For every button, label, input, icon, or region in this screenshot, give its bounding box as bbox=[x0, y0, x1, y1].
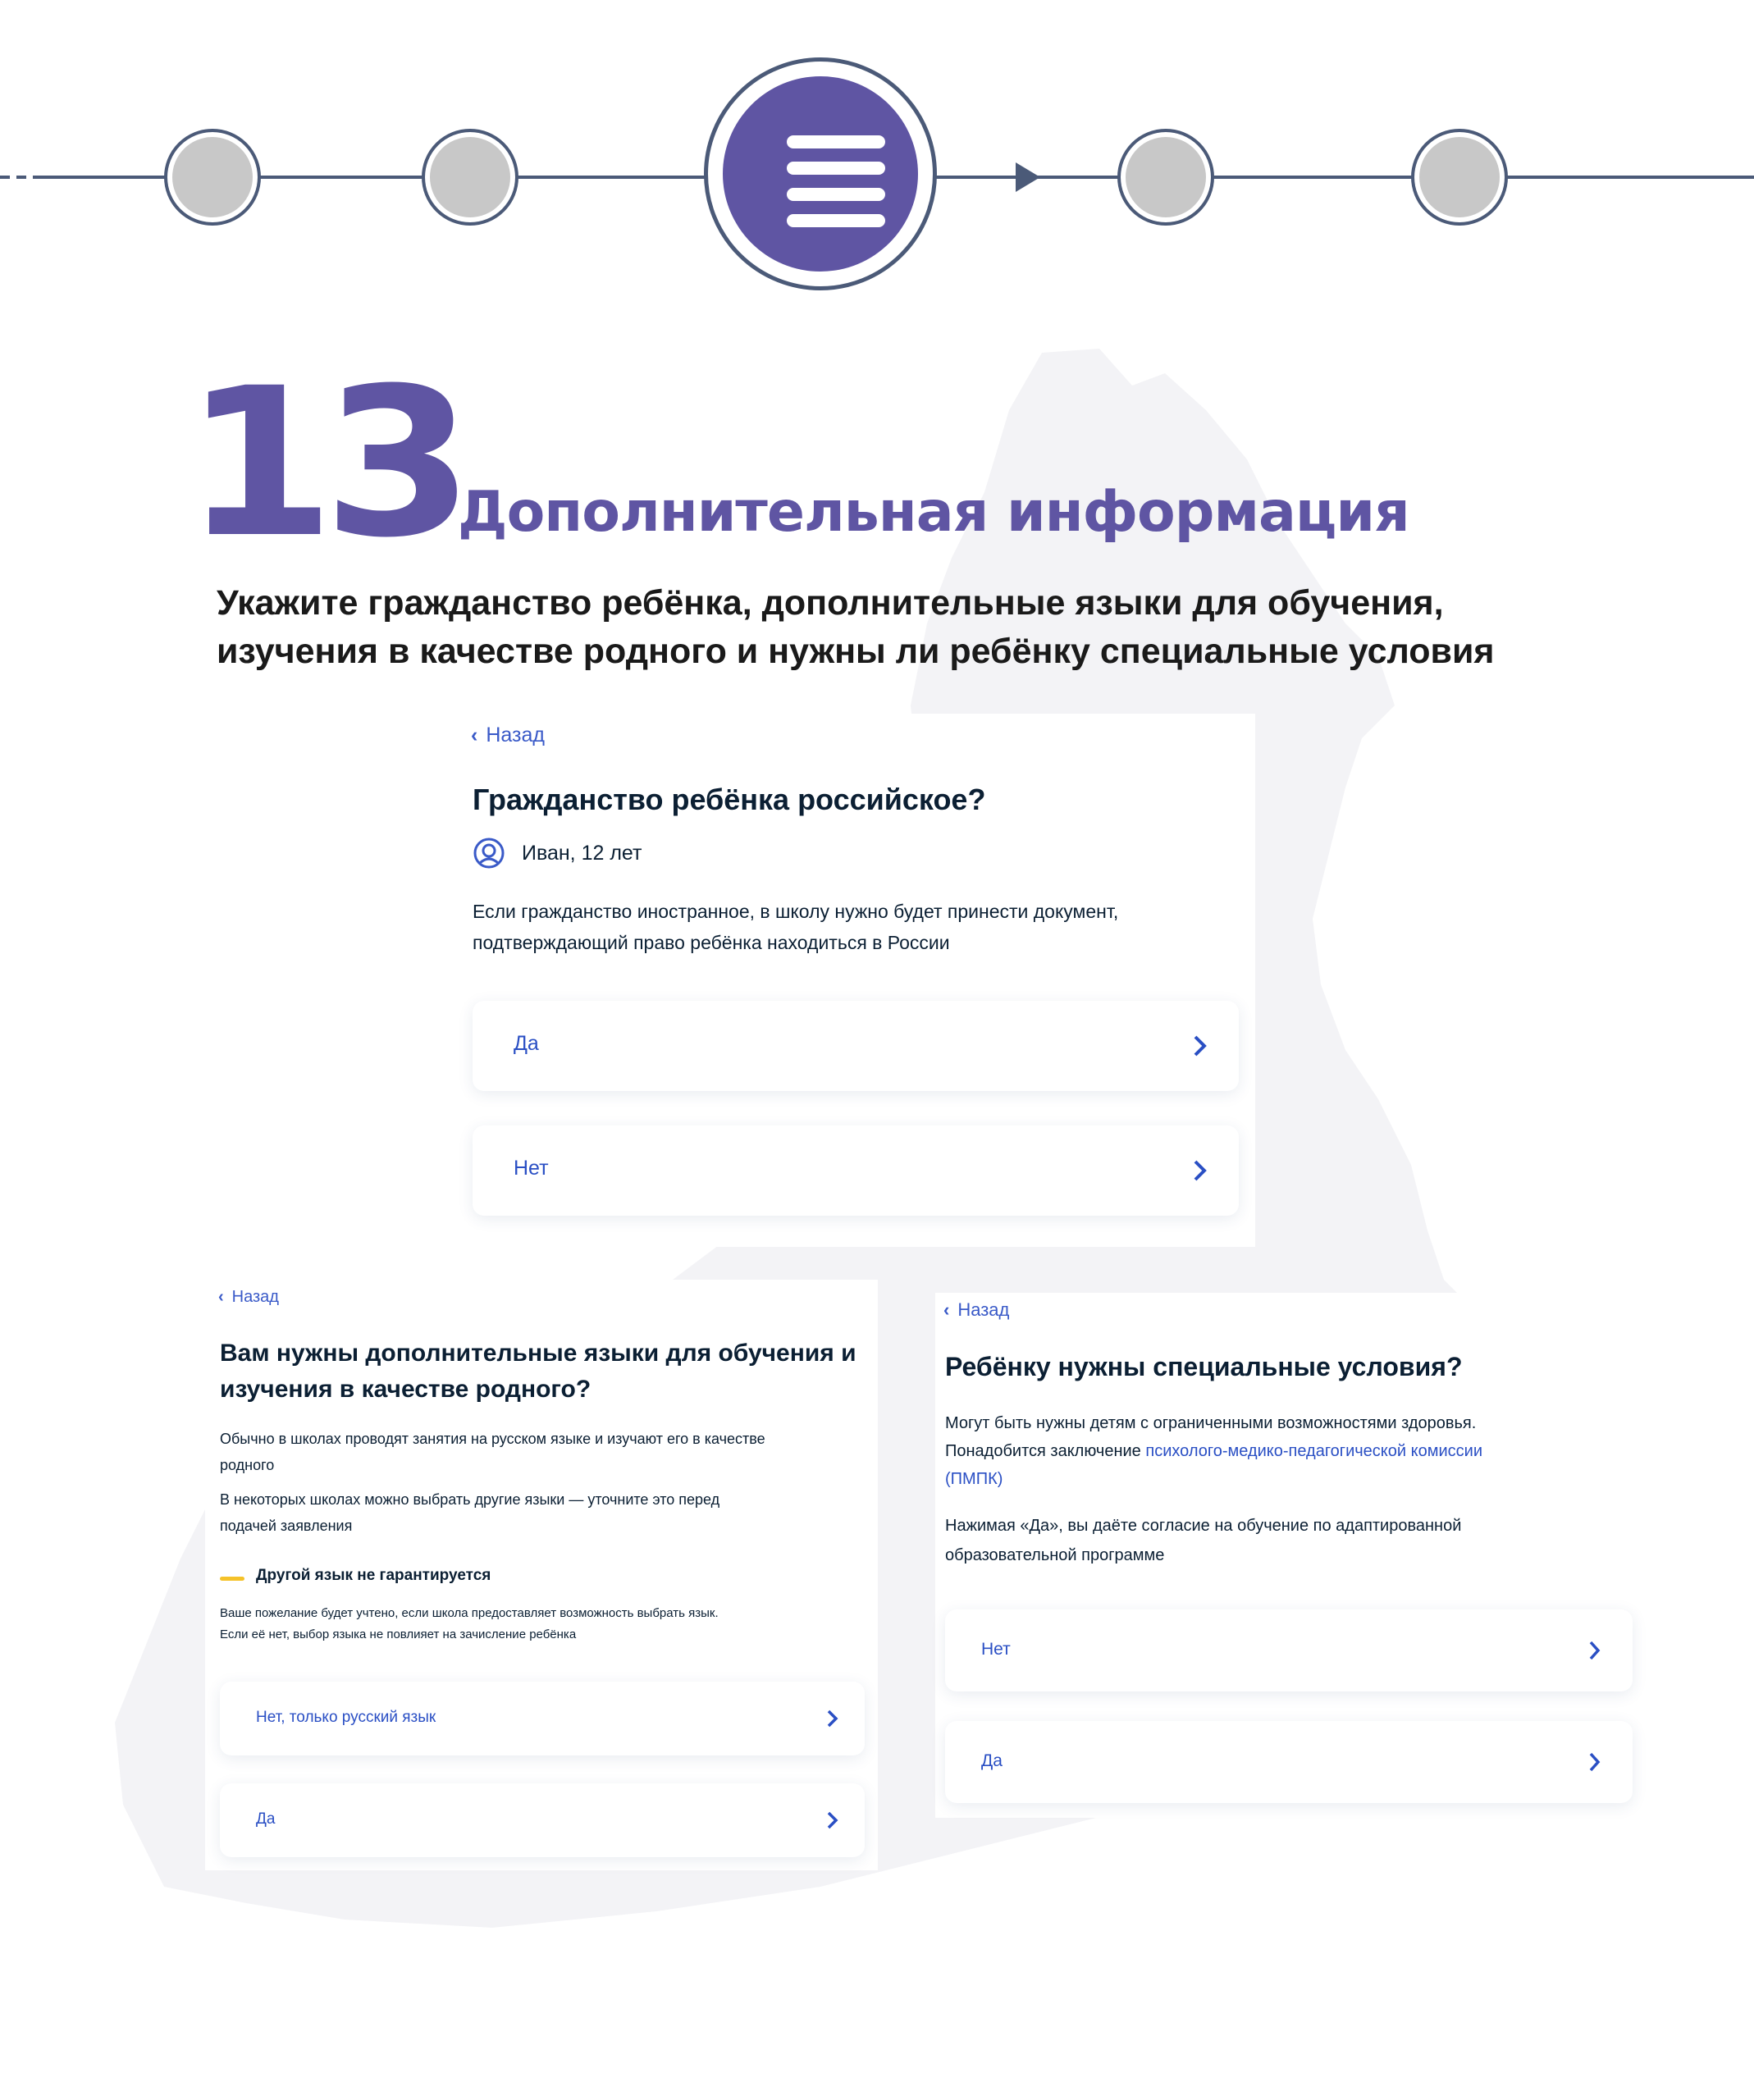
step-circle-current bbox=[704, 57, 937, 290]
info-line bbox=[945, 1437, 1482, 1465]
step-number: 13 bbox=[184, 344, 463, 582]
dash-segment bbox=[0, 176, 10, 179]
info-text bbox=[220, 1486, 719, 1539]
citizenship-screen bbox=[450, 714, 1255, 1247]
pmpk-link-abbr[interactable]: (ПМПК) bbox=[945, 1470, 1003, 1488]
child-name: Иван, 12 лет bbox=[522, 842, 642, 865]
chevron-right-icon bbox=[827, 1811, 838, 1829]
warning-marker bbox=[220, 1577, 244, 1581]
consent-text bbox=[945, 1511, 1461, 1570]
question-line: изучения в качестве родного? bbox=[220, 1376, 592, 1403]
consent-line: Нажимая «Да», вы даёте согласие на обучение по адаптированной bbox=[945, 1517, 1462, 1535]
option-label: Да bbox=[256, 1810, 276, 1828]
info-line: подачей заявления bbox=[220, 1518, 353, 1534]
chevron-right-icon bbox=[1193, 1034, 1208, 1057]
question-title: Гражданство ребёнка российское? bbox=[473, 783, 986, 816]
section-subtitle bbox=[217, 579, 1660, 676]
languages-screen bbox=[205, 1280, 878, 1870]
option-yes[interactable] bbox=[473, 1001, 1239, 1091]
info-line: Могут быть нужны детям с ограниченными возможностями здоровья. bbox=[945, 1414, 1477, 1432]
option-yes[interactable] bbox=[220, 1783, 865, 1857]
warning-line: Ваше пожелание будет учтено, если школа предоставляет возможность выбрать язык. bbox=[220, 1606, 719, 1620]
menu-icon-bar bbox=[787, 188, 885, 201]
info-line: Обычно в школах проводят занятия на русском языке и изучают его в качестве bbox=[220, 1431, 765, 1447]
info-text-prefix: Понадобится заключение bbox=[945, 1442, 1146, 1460]
option-label: Нет, только русский язык bbox=[256, 1709, 436, 1726]
step-circle-inactive bbox=[1411, 129, 1508, 226]
warning-line: Если её нет, выбор языка не повлияет на зачисление ребёнка bbox=[220, 1628, 577, 1641]
question-title bbox=[220, 1335, 856, 1408]
chevron-left-icon: ‹ bbox=[218, 1288, 224, 1306]
info-line: подтверждающий право ребёнка находиться в России bbox=[473, 932, 950, 953]
option-yes[interactable] bbox=[945, 1721, 1633, 1803]
child-avatar-icon bbox=[473, 837, 505, 870]
option-label: Да bbox=[981, 1751, 1003, 1770]
consent-line: образовательной программе bbox=[945, 1546, 1165, 1564]
chevron-left-icon: ‹ bbox=[943, 1299, 950, 1320]
option-label: Да bbox=[514, 1032, 539, 1055]
menu-icon bbox=[787, 135, 885, 148]
menu-icon-bar bbox=[787, 162, 885, 175]
back-link[interactable] bbox=[943, 1299, 1009, 1321]
back-link[interactable] bbox=[471, 724, 545, 747]
info-line: В некоторых школах можно выбрать другие языки — уточните это перед bbox=[220, 1491, 720, 1508]
question-line: Вам нужны дополнительные языки для обучения и bbox=[220, 1340, 856, 1367]
info-text bbox=[220, 1426, 765, 1478]
info-text bbox=[473, 896, 1118, 958]
warning-title: Другой язык не гарантируется bbox=[256, 1567, 491, 1584]
step-circle-inactive bbox=[422, 129, 518, 226]
back-link-label: Назад bbox=[957, 1299, 1010, 1320]
step-circle-inactive bbox=[164, 129, 261, 226]
option-label: Нет bbox=[514, 1157, 549, 1180]
info-line: Если гражданство иностранное, в школу нужно будет принести документ, bbox=[473, 901, 1119, 922]
chevron-right-icon bbox=[1588, 1752, 1601, 1772]
info-text bbox=[945, 1409, 1482, 1493]
subtitle-line: Укажите гражданство ребёнка, дополнительные языки для обучения, bbox=[217, 583, 1444, 623]
back-link-label: Назад bbox=[486, 724, 545, 746]
dash-segment bbox=[16, 176, 26, 179]
option-russian-only[interactable] bbox=[220, 1682, 865, 1755]
info-line: родного bbox=[220, 1457, 275, 1473]
menu-icon-bar bbox=[787, 214, 885, 227]
step-circle-inactive bbox=[1117, 129, 1214, 226]
back-link-label: Назад bbox=[231, 1288, 279, 1306]
special-conditions-screen bbox=[935, 1293, 1657, 1818]
back-link[interactable] bbox=[218, 1288, 279, 1307]
dash-segment bbox=[33, 176, 43, 179]
pmpk-link[interactable]: психолого-медико-педагогической комиссии bbox=[1145, 1442, 1482, 1460]
chevron-left-icon: ‹ bbox=[471, 724, 478, 746]
option-label: Нет bbox=[981, 1640, 1011, 1659]
chevron-right-icon bbox=[1588, 1641, 1601, 1660]
warning-text bbox=[220, 1603, 719, 1646]
subtitle-line: изучения в качестве родного и нужны ли ребёнку специальные условия bbox=[217, 632, 1495, 671]
option-no[interactable] bbox=[473, 1125, 1239, 1216]
arrow-right-icon bbox=[1016, 162, 1040, 192]
chevron-right-icon bbox=[1193, 1159, 1208, 1182]
section-title: Дополнительная информация bbox=[458, 480, 1409, 545]
chevron-right-icon bbox=[827, 1710, 838, 1728]
question-title: Ребёнку нужны специальные условия? bbox=[945, 1352, 1463, 1381]
option-no[interactable] bbox=[945, 1609, 1633, 1691]
progress-stepper bbox=[0, 0, 1754, 312]
